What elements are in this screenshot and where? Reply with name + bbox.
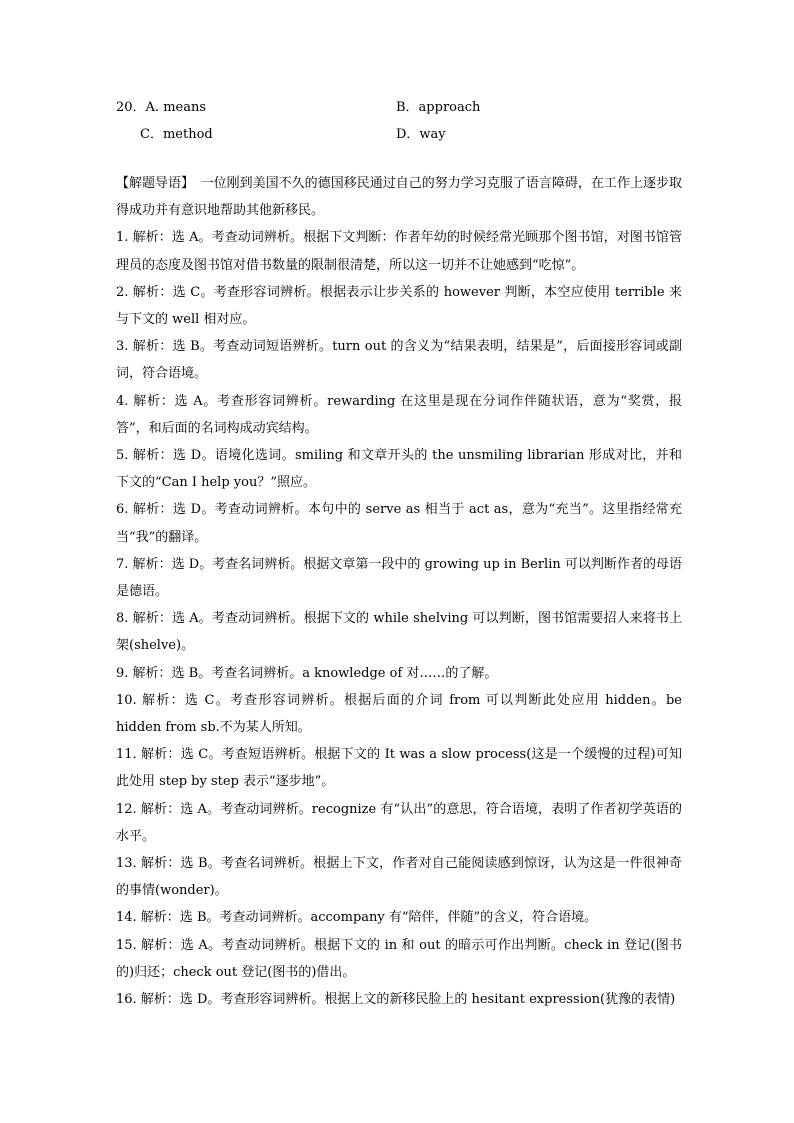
explanation-14: 14. 解析：选 B。考查动词辨析。accompany 有“陪伴，伴随”的含义，符合语境。 — [116, 910, 598, 926]
explanation-12: 12. 解析：选 A。考查动词辨析。recognize 有“认出”的意思，符合语境，表明了作者初学英语的水平。 — [116, 801, 682, 844]
explanation-4: 4. 解析：选 A。考查形容词辨析。rewarding 在这里是现在分词作伴随状语，意为“奖赏，报答”，和后面的名词构成动宾结构。 — [116, 393, 682, 436]
option-a: 20．A. means — [116, 100, 207, 115]
option-d: D．way — [396, 127, 446, 142]
question-number: 20． — [116, 100, 146, 115]
explanation-5: 5. 解析：选 D。语境化选词。smiling 和文章开头的 the unsmiling librarian 形成对比，并和下文的“Can I help you？”照应。 — [116, 448, 682, 491]
explanation-1: 1. 解析：选 A。考查动词辨析。根据下文判断：作者年幼的时候经常光顾那个图书馆，对图书馆管理员的态度及图书馆对借书数量的限制很清楚，所以这一切并不让她感到“吃惊”。 — [116, 230, 682, 273]
explanation-13: 13. 解析：选 B。考查名词辨析。根据上下文，作者对自己能阅读感到惊讶，认为这是一件很神奇的事情(wonder)。 — [116, 856, 682, 899]
answer-explanations — [116, 170, 682, 1013]
question-20 — [116, 94, 686, 148]
options-row-1 — [116, 94, 686, 121]
explanation-6: 6. 解析：选 D。考查动词辨析。本句中的 serve as 相当于 act as，意为“充当”。这里指经常充当“我”的翻译。 — [116, 502, 682, 545]
intro-paragraph: 【解题导语】 一位刚到美国不久的德国移民通过自己的努力学习克服了语言障碍，在工作上逐步取得成功并有意识地帮助其他新移民。 — [116, 176, 682, 219]
explanation-8: 8. 解析：选 A。考查动词辨析。根据下文的 while shelving 可以判断，图书馆需要招人来将书上架(shelve)。 — [116, 611, 682, 654]
explanation-7: 7. 解析：选 D。考查名词辨析。根据文章第一段中的 growing up in Berlin 可以判断作者的母语是德语。 — [116, 556, 682, 600]
explanation-11: 11. 解析：选 C。考查短语辨析。根据下文的 It was a slow process(这是一个缓慢的过程)可知此处用 step by step 表示“逐步地”。 — [116, 747, 682, 790]
option-c: C．method — [140, 127, 213, 142]
explanation-16: 16. 解析：选 D。考查形容词辨析。根据上文的新移民脸上的 hesitant expression(犹豫的表情) — [116, 992, 676, 1008]
explanation-10: 10. 解析：选 C。考查形容词辨析。根据后面的介词 from 可以判断此处应用 hidden。be hidden from sb.不为某人所知。 — [116, 692, 682, 736]
explanation-15: 15. 解析：选 A。考查动词辨析。根据下文的 in 和 out 的暗示可作出判断。check in 登记(图书的)归还；check out 登记(图书的)借出。 — [116, 937, 682, 980]
options-row-2 — [116, 121, 686, 148]
explanation-9: 9. 解析：选 B。考查名词辨析。a knowledge of 对……的了解。 — [116, 665, 498, 681]
explanation-3: 3. 解析：选 B。考查动词短语辨析。turn out 的含义为“结果表明，结果是”，后面接形容词或副词，符合语境。 — [116, 339, 682, 382]
option-b: B．approach — [396, 100, 481, 115]
explanation-2: 2. 解析：选 C。考查形容词辨析。根据表示让步关系的 however 判断，本空应使用 terrible 来与下文的 well 相对应。 — [116, 284, 682, 328]
